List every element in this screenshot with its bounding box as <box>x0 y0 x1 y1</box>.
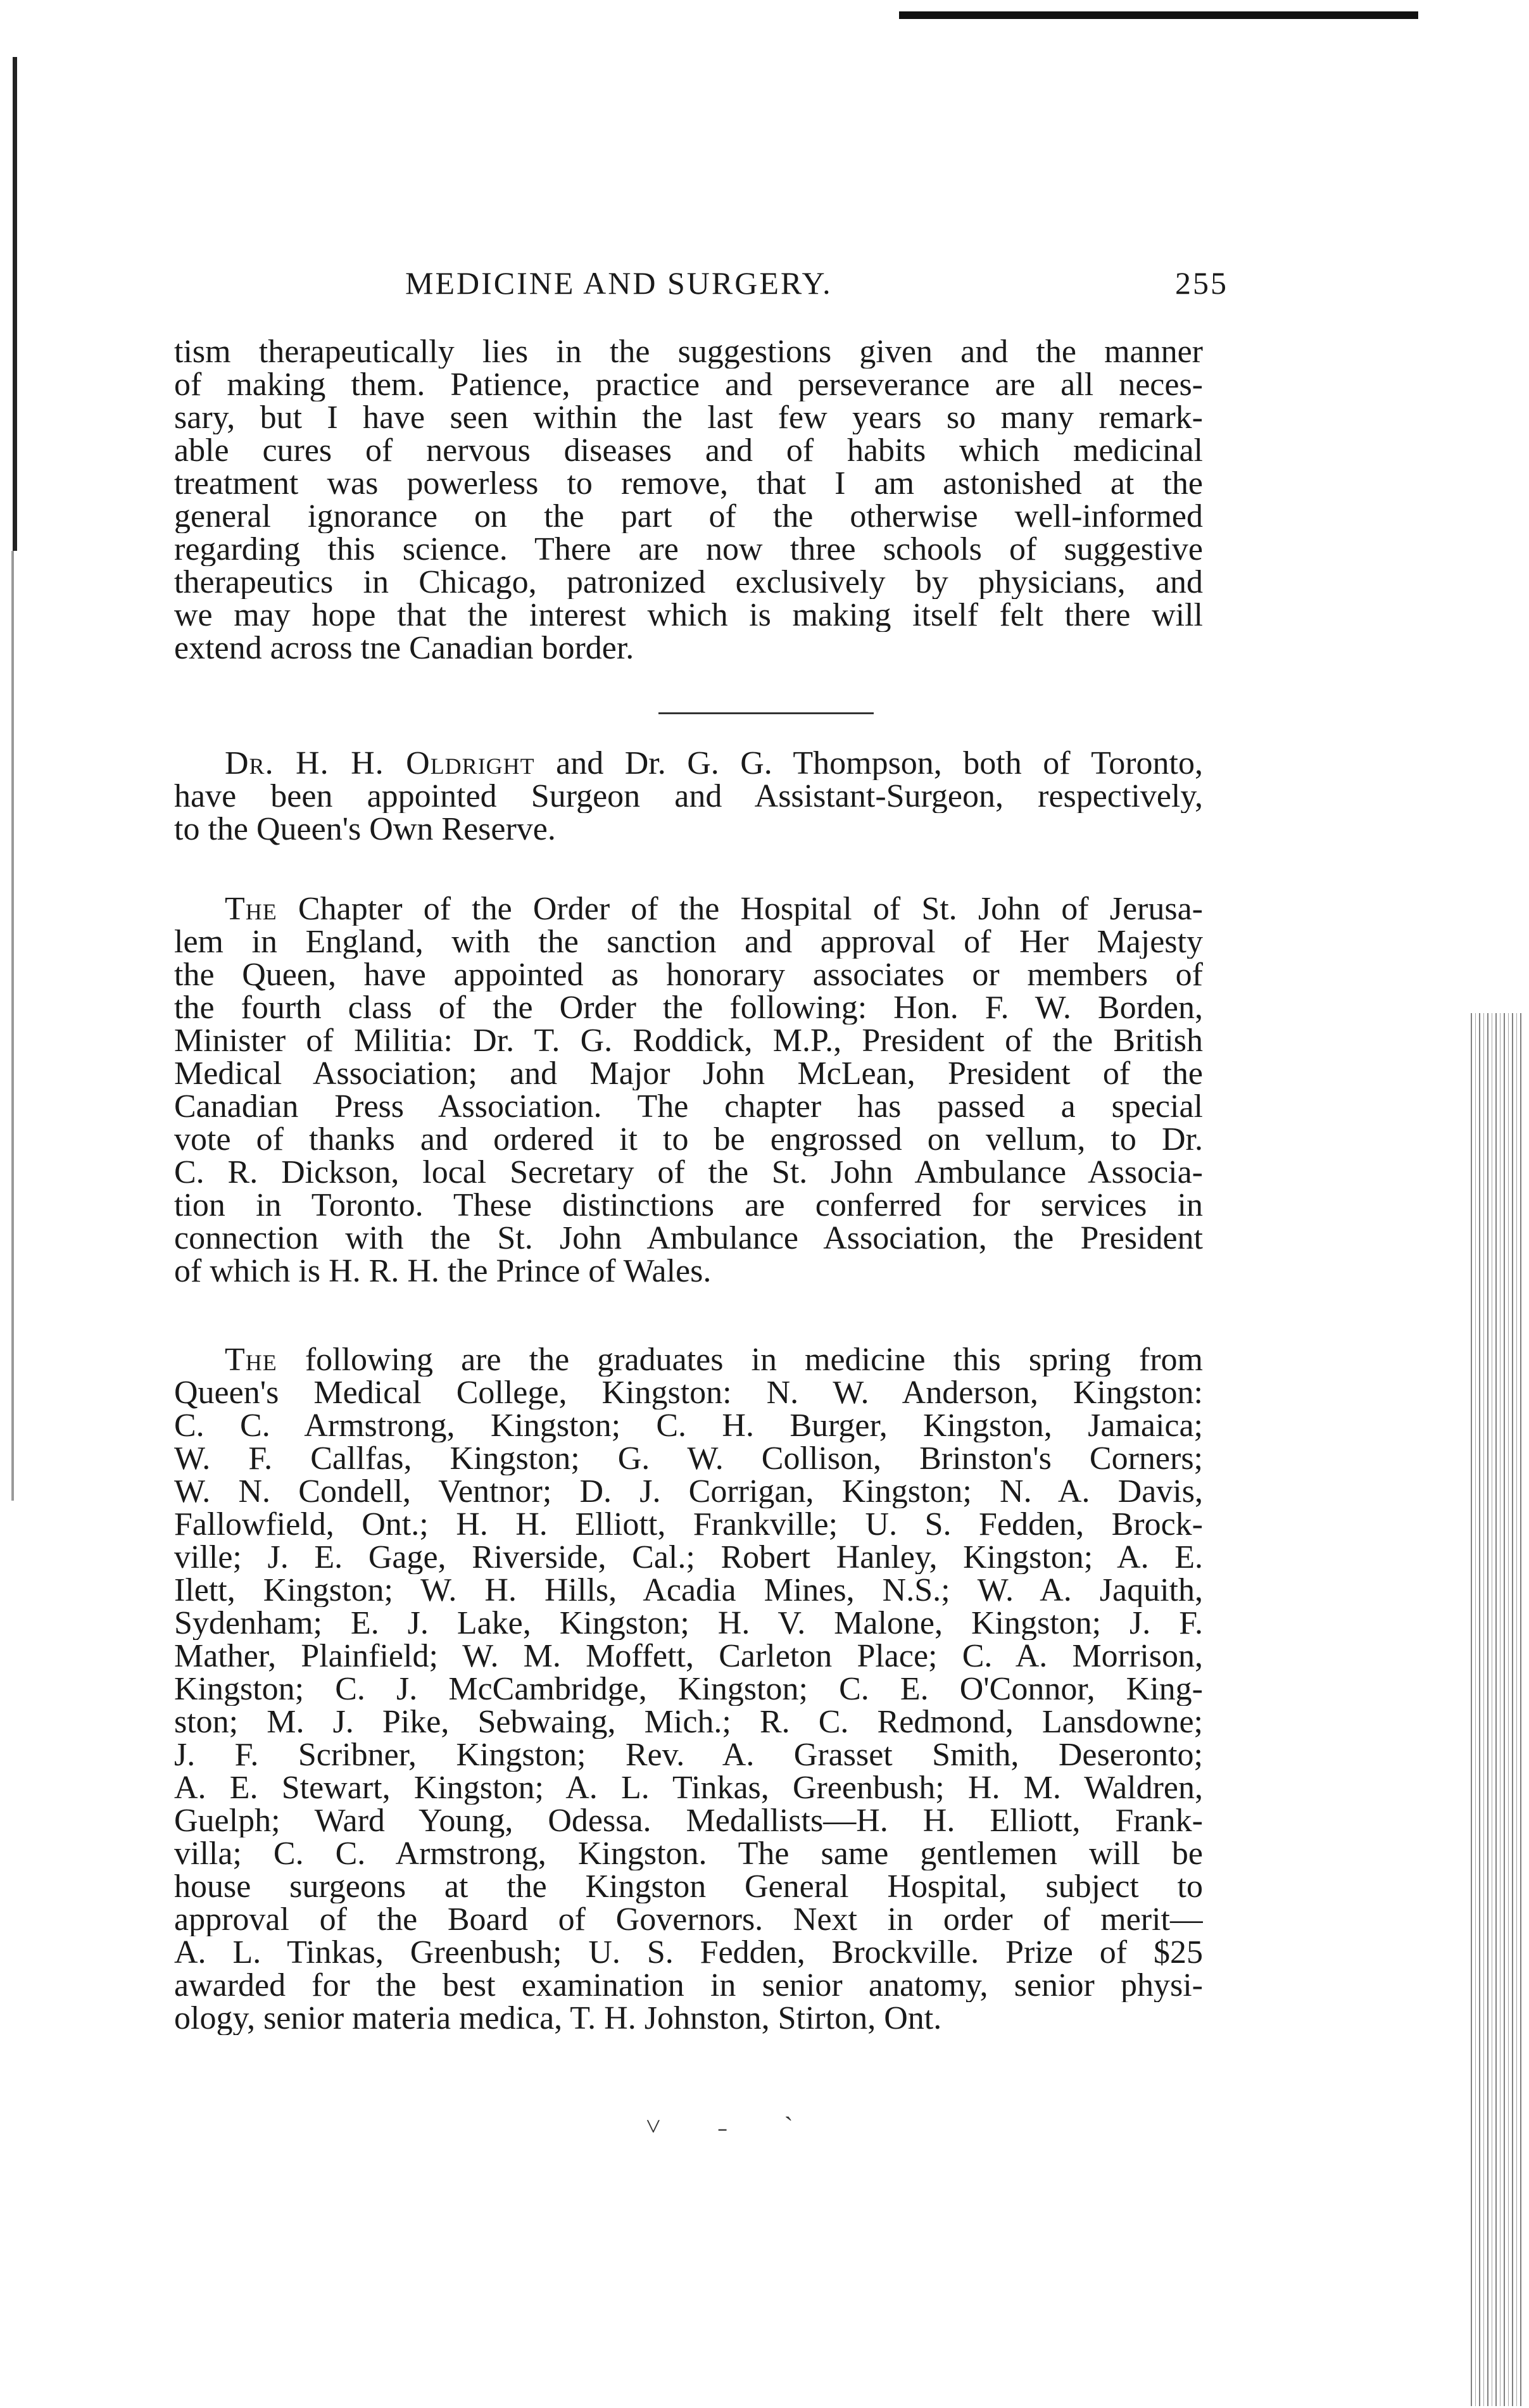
text-line: Guelph; Ward Young, Odessa. Medallists—H. H. Elliott, Frank- <box>174 1805 1203 1838</box>
text-line: connection with the St. John Ambulance Association, the President <box>174 1222 1203 1255</box>
text-run: and Dr. G. G. Thompson, both of Toronto, <box>534 747 1203 780</box>
text-line: A. E. Stewart, Kingston; A. L. Tinkas, Greenbush; H. M. Waldren, <box>174 1772 1203 1805</box>
text-line: tism therapeutically lies in the suggestions given and the manner <box>174 336 1203 369</box>
text-line: W. N. Condell, Ventnor; D. J. Corrigan, Kingston; N. A. Davis, <box>174 1475 1203 1508</box>
text-line: Ilett, Kingston; W. H. Hills, Acadia Mines, N.S.; W. A. Jaquith, <box>174 1574 1203 1607</box>
text-line: Kingston; C. J. McCambridge, Kingston; C. E. O'Connor, King- <box>174 1673 1203 1706</box>
text-line: have been appointed Surgeon and Assistant-Surgeon, respectively, <box>174 780 1203 813</box>
page-edge-left <box>13 57 17 551</box>
text-line: C. R. Dickson, local Secretary of the St. John Ambulance Associa- <box>174 1156 1203 1189</box>
text-line: A. L. Tinkas, Greenbush; U. S. Fedden, Brockville. Prize of $25 <box>174 1936 1203 1969</box>
text-line: Minister of Militia: Dr. T. G. Roddick, M.P., President of the British <box>174 1024 1203 1057</box>
text-line: regarding this science. There are now three schools of suggestive <box>174 533 1203 566</box>
text-line: ston; M. J. Pike, Sebwaing, Mich.; R. C. Redmond, Lansdowne; <box>174 1706 1203 1739</box>
text-line: Queen's Medical College, Kingston: N. W. Anderson, Kingston: <box>174 1377 1203 1409</box>
text-line: awarded for the best examination in senior anatomy, senior physi- <box>174 1969 1203 2002</box>
paragraph-graduates <box>174 1344 1203 2035</box>
top-rule <box>899 11 1418 19</box>
text-line: the Queen, have appointed as honorary associates or members of <box>174 959 1203 992</box>
lead-in: The <box>225 893 277 926</box>
page-number: 255 <box>1175 265 1228 301</box>
text-line: sary, but I have seen within the last few years so many remark- <box>174 401 1203 434</box>
text-line: Canadian Press Association. The chapter has passed a special <box>174 1090 1203 1123</box>
text-line <box>174 747 1203 780</box>
text-line: Medical Association; and Major John McLean, President of the <box>174 1057 1203 1090</box>
text-line: C. C. Armstrong, Kingston; C. H. Burger, Kingston, Jamaica; <box>174 1409 1203 1442</box>
text-line: we may hope that the interest which is making itself felt there will <box>174 599 1203 632</box>
running-header <box>405 265 1228 310</box>
text-line: lem in England, with the sanction and approval of Her Majesty <box>174 926 1203 959</box>
text-line <box>174 1344 1203 1377</box>
text-line: Mather, Plainfield; W. M. Moffett, Carleton Place; C. A. Morrison, <box>174 1640 1203 1673</box>
text-line: tion in Toronto. These distinctions are conferred for services in <box>174 1189 1203 1222</box>
text-line: therapeutics in Chicago, patronized exclusively by physicians, and <box>174 566 1203 599</box>
paragraph-hypnotism <box>174 336 1203 665</box>
text-line: of which is H. R. H. the Prince of Wales. <box>174 1255 712 1288</box>
text-line: villa; C. C. Armstrong, Kingston. The same gentlemen will be <box>174 1838 1203 1870</box>
text-line: Fallowfield, Ont.; H. H. Elliott, Frankville; U. S. Fedden, Brock- <box>174 1508 1203 1541</box>
text-line: able cures of nervous diseases and of habits which medicinal <box>174 434 1203 467</box>
text-line: Sydenham; E. J. Lake, Kingston; H. V. Malone, Kingston; J. F. <box>174 1607 1203 1640</box>
text-line: approval of the Board of Governors. Next in order of merit— <box>174 1903 1203 1936</box>
page-edge-right <box>1468 1013 1525 2406</box>
lead-in: The <box>225 1344 277 1377</box>
paragraph-appointments <box>174 747 1203 846</box>
text-line: ville; J. E. Gage, Riverside, Cal.; Robert Hanley, Kingston; A. E. <box>174 1541 1203 1574</box>
text-line: ology, senior materia medica, T. H. Johnston, Stirton, Ont. <box>174 2002 942 2035</box>
text-run: following are the graduates in medicine this spring from <box>277 1344 1203 1377</box>
text-line: W. F. Callfas, Kingston; G. W. Collison, Brinston's Corners; <box>174 1442 1203 1475</box>
text-line: general ignorance on the part of the otherwise well-informed <box>174 500 1203 533</box>
text-line: J. F. Scribner, Kingston; Rev. A. Grasset Smith, Deseronto; <box>174 1739 1203 1772</box>
text-line: house surgeons at the Kingston General Hospital, subject to <box>174 1870 1203 1903</box>
text-run: Chapter of the Order of the Hospital of St. John of Jerusa- <box>277 893 1203 926</box>
page-edge-left-faint <box>11 551 14 1501</box>
printer-marks: ˅ ˗ ˋ <box>646 2112 819 2141</box>
text-line: vote of thanks and ordered it to be engrossed on vellum, to Dr. <box>174 1123 1203 1156</box>
text-line <box>174 893 1203 926</box>
text-line: the fourth class of the Order the following: Hon. F. W. Borden, <box>174 992 1203 1024</box>
section-divider <box>658 712 874 714</box>
text-line: to the Queen's Own Reserve. <box>174 813 556 846</box>
running-title: MEDICINE AND SURGERY. <box>405 265 833 301</box>
text-line: of making them. Patience, practice and perseverance are all neces- <box>174 369 1203 401</box>
text-line: extend across tne Canadian border. <box>174 632 634 665</box>
text-line: treatment was powerless to remove, that I am astonished at the <box>174 467 1203 500</box>
lead-in: Dr. H. H. Oldright <box>225 747 535 780</box>
paragraph-order-st-john <box>174 893 1203 1288</box>
